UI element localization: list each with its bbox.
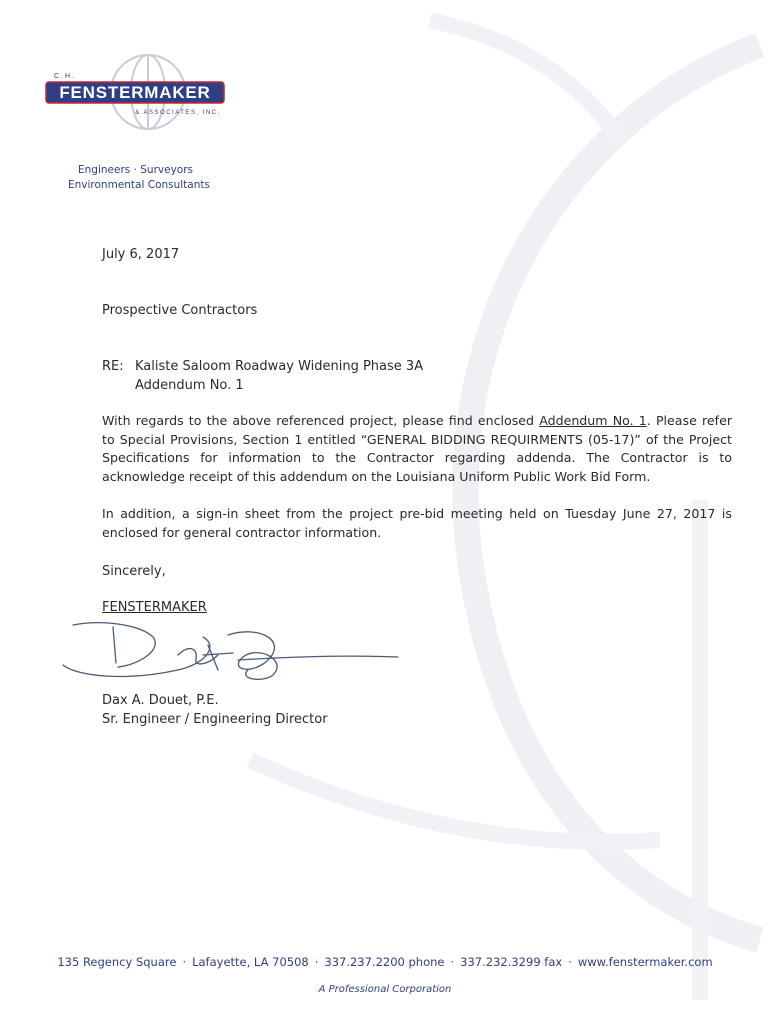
re-addendum: Addendum No. 1	[135, 378, 244, 393]
company-tagline	[68, 163, 210, 193]
footer-subtitle: A Professional Corporation	[318, 984, 452, 995]
footer-separator: ·	[182, 955, 187, 969]
re-label: RE:	[102, 359, 124, 374]
signer-name: Dax A. Douet, P.E.	[102, 693, 219, 708]
footer-fax: 337.232.3299 fax	[460, 955, 563, 969]
tagline-environmental: Environmental Consultants	[68, 179, 210, 191]
paragraph-1-rest: . Please refer to Special Provisions, Section 1 entitled “GENERAL BIDDING REQUIRMENTS (05-17)” of the Project Specifications for information to the Contractor regarding addenda. The Contractor is to acknowledge receipt of this addendum on the Louisiana Uniform Public Work Bid Form.	[102, 413, 732, 484]
paragraph-1-intro: With regards to the above referenced project, please find enclosed	[102, 413, 540, 428]
footer-website[interactable]: www.fenstermaker.com	[577, 955, 713, 969]
logo-bottom-text: & ASSOCIATES, INC.	[135, 110, 221, 116]
tagline-engineers: Engineers	[78, 164, 131, 176]
letter-paragraph-2: In addition, a sign-in sheet from the project pre-bid meeting held on Tuesday June 27, 2017 is enclosed for general contractor information.	[102, 506, 732, 540]
tagline-separator: ·	[133, 164, 137, 176]
signer-title: Sr. Engineer / Engineering Director	[102, 712, 328, 727]
footer-separator: ·	[568, 955, 572, 969]
signer-block	[102, 691, 328, 729]
logo-top-text: C.H.	[54, 73, 76, 80]
letter-company: FENSTERMAKER	[102, 600, 207, 615]
footer-phone: 337.237.2200 phone	[324, 955, 445, 969]
signature	[58, 615, 403, 685]
logo-name: FENSTERMAKER	[59, 83, 211, 102]
footer-address: 135 Regency Square	[57, 955, 177, 969]
letter-recipient: Prospective Contractors	[102, 303, 258, 318]
footer-city: Lafayette, LA 70508	[192, 955, 309, 969]
addendum-reference: Addendum No. 1	[539, 413, 647, 428]
footer-contact	[0, 955, 770, 969]
tagline-surveyors: Surveyors	[140, 164, 194, 176]
re-project: Kaliste Saloom Roadway Widening Phase 3A	[135, 359, 424, 374]
footer-separator: ·	[450, 955, 455, 969]
letter-date: July 6, 2017	[102, 247, 180, 262]
footer-separator: ·	[314, 955, 319, 969]
letter-paragraph-1	[102, 412, 732, 486]
company-logo	[40, 52, 230, 132]
letter-subject	[102, 357, 742, 395]
letter-closing: Sincerely,	[102, 564, 166, 579]
